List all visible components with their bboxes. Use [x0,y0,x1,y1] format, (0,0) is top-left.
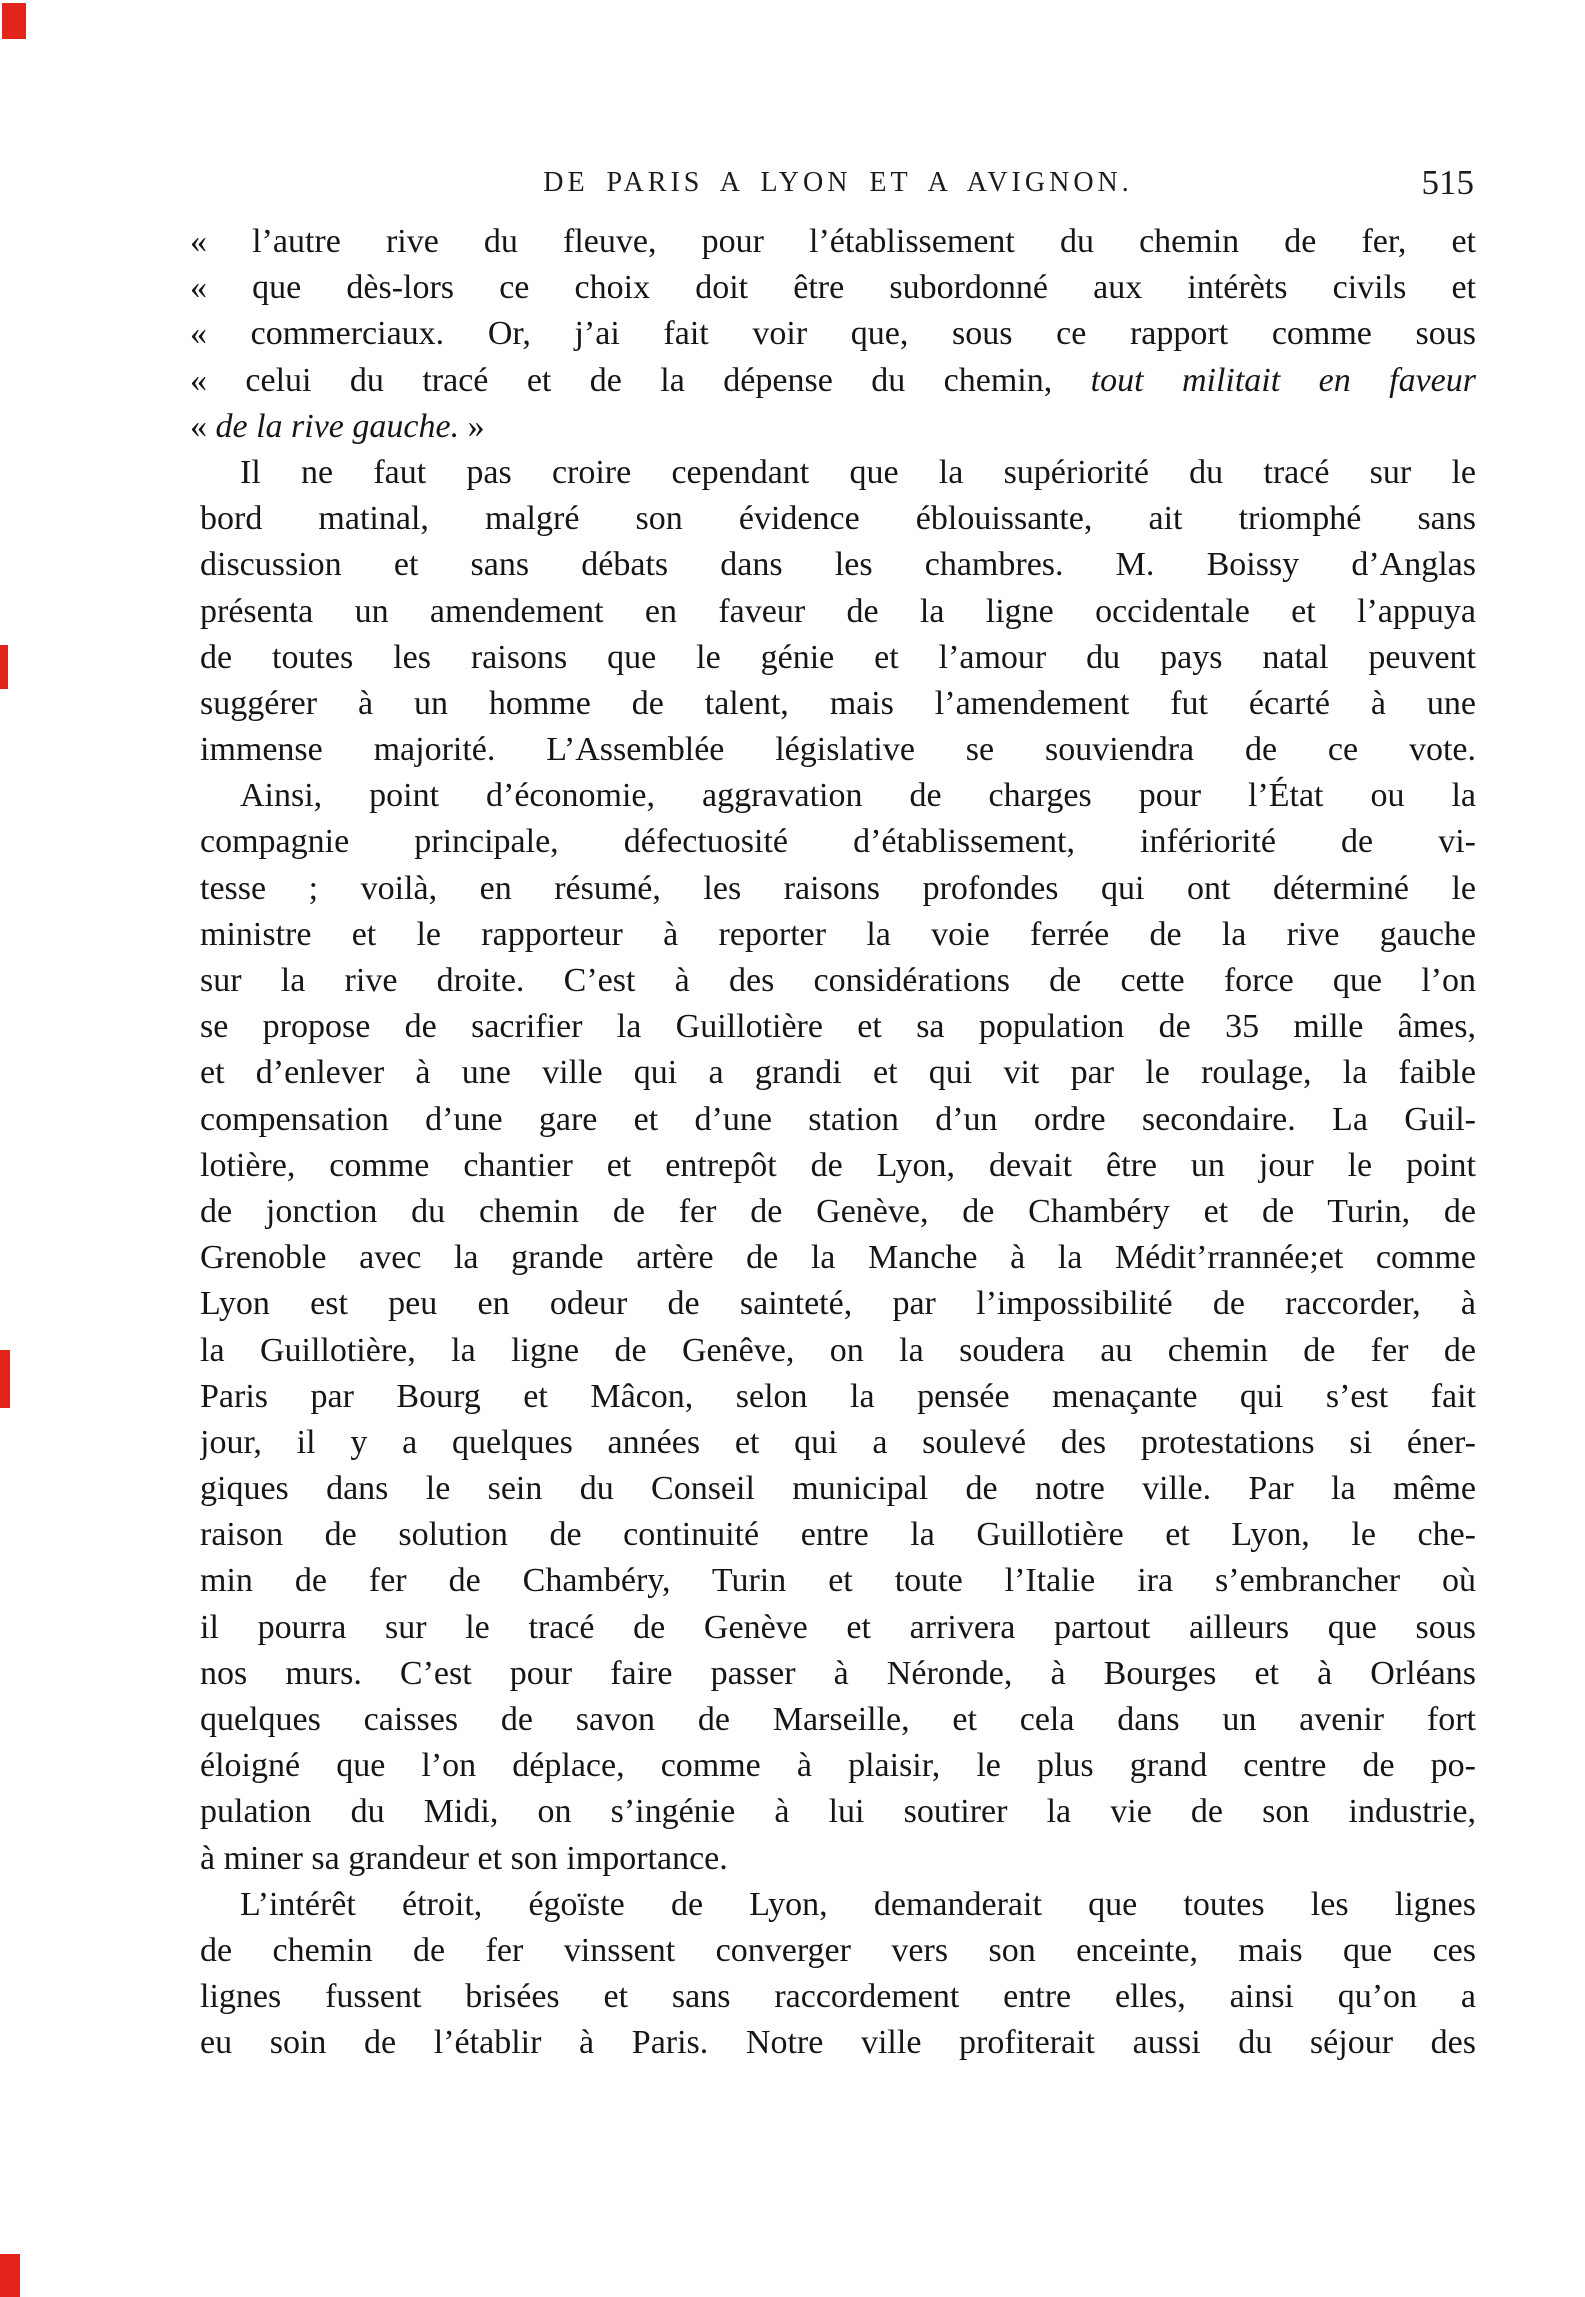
text-line [200,1189,1476,1235]
page-number: 515 [1421,163,1474,202]
text-segment: la Guillotière, la ligne de Genêve, on la soudera au chemin de fer de [200,1331,1476,1369]
text-line [200,589,1476,635]
text-line [200,866,1476,912]
text-line [200,1928,1476,1974]
text-line [200,635,1476,681]
text-segment: « celui du tracé et de la dépense du chemin, [190,361,1091,399]
text-segment: jour, il y a quelques années et qui a soulevé des protestations si éner- [200,1423,1476,1461]
text-segment: présenta un amendement en faveur de la ligne occidentale et l’appuya [200,592,1476,630]
text-segment: » [459,407,485,445]
text-line [190,311,1476,357]
text-segment: pulation du Midi, on s’ingénie à lui soutirer la vie de son industrie, [200,1793,1476,1831]
text-segment: « l’autre rive du fleuve, pour l’établissement du chemin de fer, et [190,223,1476,260]
text-segment: nos murs. C’est pour faire passer à Néronde, à Bourges et à Orléans [200,1654,1476,1692]
text-segment: Paris par Bourg et Mâcon, selon la pensée menaçante qui s’est fait [200,1377,1476,1415]
text-segment: lignes fussent brisées et sans raccordement entre elles, ainsi qu’on a [200,1978,1476,2016]
text-line [200,1836,1476,1882]
scan-artifact-mark [0,645,8,689]
text-segment: discussion et sans débats dans les chambres. M. Boissy d’Anglas [200,546,1476,584]
text-segment: immense majorité. L’Assemblée législative se souviendra de ce vote. [200,731,1476,769]
text-segment-italic: tout militait en faveur [1090,361,1476,399]
text-line [200,1512,1476,1558]
text-segment: ministre et le rapporteur à reporter la voie ferrée de la rive gauche [200,915,1476,953]
text-line [200,1697,1476,1743]
text-segment: eu soin de l’établir à Paris. Notre ville profiterait aussi du séjour des [200,2024,1476,2062]
text-line [200,1281,1476,1327]
text-line [200,1466,1476,1512]
text-line [190,358,1476,404]
text-line [200,773,1476,819]
scan-artifact-mark [0,1350,10,1408]
text-line [200,1558,1476,1604]
text-line [200,542,1476,588]
text-line [200,1004,1476,1050]
text-segment: bord matinal, malgré son évidence éblouissante, ait triomphé sans [200,500,1476,538]
text-segment: de chemin de fer vinssent converger vers son enceinte, mais que ces [200,1931,1476,1969]
text-line [200,1374,1476,1420]
text-segment: quelques caisses de savon de Marseille, et cela dans un avenir fort [200,1701,1476,1738]
text-line [200,1235,1476,1281]
text-line [200,1974,1476,2020]
text-segment: Ainsi, point d’économie, aggravation de charges pour l’État ou la [240,777,1476,815]
text-segment: de jonction du chemin de fer de Genève, de Chambéry et de Turin, de [200,1192,1476,1230]
text-segment: et d’enlever à une ville qui a grandi et qui vit par le roulage, la faible [200,1054,1476,1092]
text-segment: L’intérêt étroit, égoïste de Lyon, demanderait que toutes les lignes [240,1885,1476,1923]
text-line [200,681,1476,727]
text-block [190,219,1476,2067]
text-line [200,1789,1476,1835]
text-segment: à miner sa grandeur et son importance. [200,1839,728,1877]
text-segment: « [190,407,216,445]
text-segment: sur la rive droite. C’est à des considérations de cette force que l’on [200,962,1476,999]
text-line [200,1050,1476,1096]
text-segment: il pourra sur le tracé de Genève et arrivera partout ailleurs que sous [200,1608,1476,1646]
text-segment: « commerciaux. Or, j’ai fait voir que, sous ce rapport comme sous [190,315,1476,353]
text-segment: Grenoble avec la grande artère de la Manche à la Médit’rrannée;et comme [200,1239,1476,1277]
text-segment: se propose de sacrifier la Guillotière et sa population de 35 mille âmes, [200,1008,1476,1046]
text-line [200,1420,1476,1466]
text-line [200,1882,1476,1928]
text-segment: de toutes les raisons que le génie et l’amour du pays natal peuvent [200,638,1476,676]
text-segment: compensation d’une gare et d’une station d’un ordre secondaire. La Guil- [200,1100,1476,1138]
scan-artifact-mark [2,3,26,39]
text-line [200,958,1476,1004]
text-line [200,1097,1476,1143]
text-line [200,912,1476,958]
text-line [200,727,1476,773]
text-segment: giques dans le sein du Conseil municipal de notre ville. Par la même [200,1470,1476,1508]
running-head [200,163,1476,205]
text-segment: Lyon est peu en odeur de sainteté, par l’impossibilité de raccorder, à [200,1285,1476,1323]
text-line [200,450,1476,496]
running-head-title: DE PARIS A LYON ET A AVIGNON. [543,167,1133,198]
text-segment: suggérer à un homme de talent, mais l’amendement fut écarté à une [200,684,1476,722]
text-line [190,265,1476,311]
text-segment: raison de solution de continuité entre la Guillotière et Lyon, le che- [200,1516,1476,1554]
text-line [190,219,1476,265]
text-line [200,2020,1476,2066]
text-line [200,1143,1476,1189]
text-line [200,1605,1476,1651]
text-segment: éloigné que l’on déplace, comme à plaisir, le plus grand centre de po- [200,1747,1476,1785]
text-line [200,1743,1476,1789]
scan-artifact-mark [0,2254,20,2297]
text-line [200,496,1476,542]
text-segment: « que dès-lors ce choix doit être subordonné aux intérèts civils et [190,269,1476,307]
text-segment: tesse ; voilà, en résumé, les raisons profondes qui ont déterminé le [200,869,1476,907]
text-line [190,404,1476,450]
text-segment: Il ne faut pas croire cependant que la supériorité du tracé sur le [240,453,1476,491]
text-line [200,1328,1476,1374]
text-segment: min de fer de Chambéry, Turin et toute l’Italie ira s’embrancher où [200,1562,1476,1600]
text-segment: compagnie principale, défectuosité d’établissement, infériorité de vi- [200,823,1476,861]
text-line [200,819,1476,865]
text-segment-italic: de la rive gauche. [215,407,460,445]
text-line [200,1651,1476,1697]
text-segment: lotière, comme chantier et entrepôt de Lyon, devait être un jour le point [200,1146,1476,1184]
